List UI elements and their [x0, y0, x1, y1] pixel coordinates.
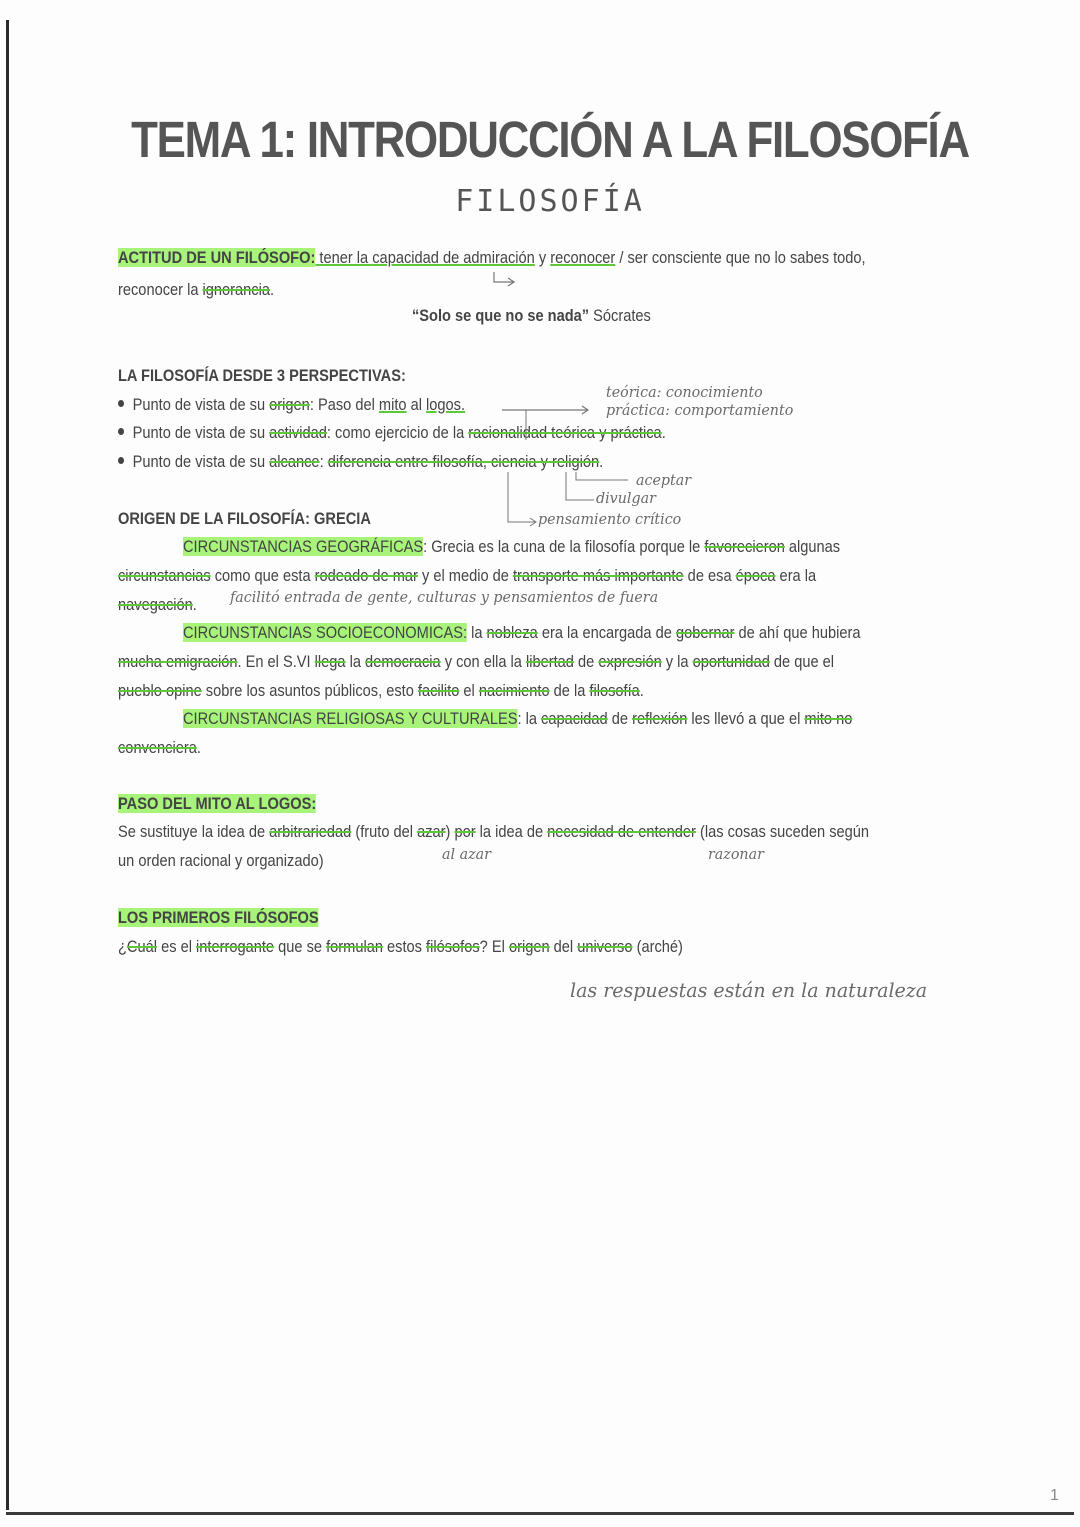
origen-text: el: [459, 681, 479, 700]
paso-text: necesidad de entender: [547, 822, 696, 841]
actitud-text: ignorancia: [202, 280, 270, 299]
perspectiva-text: alcance: [269, 452, 320, 471]
soc-line-2: [118, 652, 834, 672]
origen-text: circunstancias: [118, 566, 211, 585]
primeros-text: (arché): [632, 937, 683, 956]
origen-text: les llevó a que el: [687, 709, 805, 728]
page-subtitle: FILOSOFÍA: [455, 184, 645, 219]
handwritten-note: pensamiento crítico: [538, 510, 682, 528]
origen-text: .: [639, 681, 644, 700]
bullet-icon: [118, 428, 124, 435]
paso-text: (las cosas suceden según: [695, 822, 870, 841]
origen-text: .: [196, 738, 201, 757]
perspectiva-text: Punto de vista de su: [132, 452, 270, 471]
paso-text: por: [454, 822, 476, 841]
origen-text: de ahí que hubiera: [734, 623, 861, 642]
primeros-text: filósofos: [426, 937, 480, 956]
paso-text: ): [445, 822, 455, 841]
geo-line-1: [183, 537, 840, 557]
bullet-icon: [118, 457, 124, 464]
actitud-line-2: [118, 280, 274, 300]
perspectiva-text: diferencia entre filosofía, ciencia y religión: [327, 452, 600, 471]
origen-text: . En el S.VI: [237, 652, 315, 671]
primeros-text: del: [549, 937, 578, 956]
origen-text: capacidad: [541, 709, 608, 728]
handwritten-note: aceptar: [636, 471, 692, 489]
perspectiva-text: Punto de vista de su: [132, 395, 270, 414]
origen-text: de: [607, 709, 633, 728]
primeros-heading: [118, 908, 319, 928]
primeros-text: que se: [274, 937, 327, 956]
scan-edge-left: [6, 20, 9, 1510]
perspectiva-text: .: [599, 452, 604, 471]
origen-text: gobernar: [675, 623, 735, 642]
origen-text: : Grecia es la cuna de la filosofía porque le: [423, 537, 705, 556]
actitud-text: tener la: [315, 248, 373, 267]
origen-text: nobleza: [486, 623, 538, 642]
handwritten-note: teórica: conocimiento: [606, 383, 763, 401]
origen-text: mito no: [804, 709, 853, 728]
handwritten-note: las respuestas están en la naturaleza: [570, 978, 928, 1002]
primeros-text: interrogante: [196, 937, 275, 956]
origen-text: reflexión: [632, 709, 688, 728]
perspectiva-text: actividad: [269, 423, 327, 442]
handwritten-note: razonar: [708, 845, 764, 863]
perspectiva-item-1: [118, 395, 465, 415]
paso-line-2: un orden racional y organizado): [118, 851, 324, 870]
primeros-line-1: [118, 937, 683, 957]
origen-text: facilito: [417, 681, 460, 700]
perspectiva-text: logos.: [426, 395, 466, 414]
perspectiva-text: mito: [378, 395, 407, 414]
origen-text: navegación: [118, 595, 193, 614]
origen-text: era la encargada de: [537, 623, 676, 642]
quote-line: [412, 306, 651, 326]
primeros-text: Cuál: [126, 937, 158, 956]
rel-line-2: [118, 738, 201, 758]
origen-text: llega: [314, 652, 346, 671]
actitud-text: .: [269, 280, 275, 299]
actitud-text: / ser consciente que no lo sabes todo,: [615, 248, 866, 267]
geo-line-3: [118, 595, 197, 615]
actitud-text: reconocer: [550, 248, 616, 267]
paso-line-1: [118, 822, 869, 842]
origen-heading: ORIGEN DE LA FILOSOFÍA: GRECIA: [118, 509, 371, 528]
origen-text: favorecieron: [704, 537, 785, 556]
origen-text: época: [735, 566, 776, 585]
origen-text: de esa: [683, 566, 736, 585]
arrow-annotation: [490, 270, 520, 290]
arrow-annotation: [500, 398, 600, 448]
quote-author: Sócrates: [589, 306, 651, 325]
actitud-text: y: [534, 248, 551, 267]
rel-label: CIRCUNSTANCIAS RELIGIOSAS Y CULTURALES: [183, 709, 518, 728]
actitud-text: capacidad de admiración: [372, 248, 535, 267]
primeros-text: ¿: [118, 937, 127, 956]
origen-text: sobre los asuntos públicos, esto: [201, 681, 418, 700]
origen-text: de: [573, 652, 599, 671]
primeros-heading-text: LOS PRIMEROS FILÓSOFOS: [118, 908, 319, 927]
perspectiva-text: : Paso del: [309, 395, 379, 414]
origen-text: y el medio de: [417, 566, 513, 585]
perspectiva-text: racionalidad teórica y práctica: [468, 423, 662, 442]
page-number: 1: [1050, 1487, 1059, 1504]
paso-heading-text: PASO DEL MITO AL LOGOS:: [118, 794, 317, 813]
origen-text: era la: [775, 566, 817, 585]
origen-text: oportunidad: [692, 652, 770, 671]
perspectiva-item-3: [118, 452, 603, 472]
perspectivas-heading: LA FILOSOFÍA DESDE 3 PERSPECTIVAS:: [118, 366, 406, 385]
actitud-heading: ACTITUD DE UN FILÓSOFO:: [118, 248, 316, 267]
origen-text: de que el: [769, 652, 835, 671]
bullet-icon: [118, 400, 124, 407]
actitud-line-1: [118, 248, 866, 268]
primeros-text: ? El: [479, 937, 509, 956]
origen-text: transporte más importante: [512, 566, 684, 585]
origen-text: : la: [517, 709, 542, 728]
page-title: TEMA 1: INTRODUCCIÓN A LA FILOSOFÍA: [131, 111, 969, 168]
paso-heading: [118, 794, 316, 814]
paso-text: Se sustituye la idea de: [118, 822, 270, 841]
origen-text: algunas: [784, 537, 841, 556]
handwritten-note: al azar: [442, 845, 491, 863]
origen-text: y con ella la: [440, 652, 526, 671]
origen-text: expresión: [598, 652, 662, 671]
primeros-text: origen: [508, 937, 550, 956]
origen-text: nacimiento: [478, 681, 550, 700]
origen-text: democracia: [365, 652, 441, 671]
perspectiva-text: : como ejercicio de la: [326, 423, 469, 442]
rel-line-1: [183, 709, 852, 729]
origen-text: la: [467, 623, 487, 642]
primeros-text: universo: [577, 937, 633, 956]
primeros-text: formulan: [326, 937, 383, 956]
handwritten-note: divulgar: [596, 489, 656, 507]
origen-text: y la: [661, 652, 693, 671]
handwritten-note: práctica: comportamiento: [606, 401, 794, 419]
soc-label: CIRCUNSTANCIAS SOCIOECONOMICAS:: [183, 623, 468, 642]
origen-text: libertad: [525, 652, 574, 671]
quote-text: “Solo se que no se nada”: [412, 306, 590, 325]
paso-text: (fruto del: [351, 822, 418, 841]
actitud-text: reconocer la: [118, 280, 203, 299]
origen-text: pueblo opine: [118, 681, 202, 700]
handwritten-note: facilitó entrada de gente, culturas y pensamientos de fuera: [230, 588, 659, 606]
origen-text: rodeado de mar: [314, 566, 418, 585]
soc-line-1: [183, 623, 860, 643]
origen-text: convenciera: [118, 738, 197, 757]
paso-text: arbitrariedad: [269, 822, 352, 841]
origen-text: filosofía: [589, 681, 640, 700]
geo-line-2: [118, 566, 816, 586]
perspectiva-text: origen: [269, 395, 310, 414]
origen-text: .: [192, 595, 197, 614]
perspectiva-text: Punto de vista de su: [132, 423, 270, 442]
soc-line-3: [118, 681, 644, 701]
perspectiva-text: .: [661, 423, 666, 442]
origen-text: como que esta: [210, 566, 315, 585]
paso-text: azar: [417, 822, 446, 841]
primeros-text: es el: [157, 937, 197, 956]
perspectiva-text: :: [319, 452, 328, 471]
origen-text: mucha emigración: [118, 652, 238, 671]
paso-text: la idea de: [475, 822, 548, 841]
scan-edge-bottom: [6, 1512, 1074, 1515]
geo-label: CIRCUNSTANCIAS GEOGRÁFICAS: [183, 537, 424, 556]
perspectiva-text: al: [406, 395, 427, 414]
origen-text: la: [345, 652, 366, 671]
primeros-text: estos: [382, 937, 427, 956]
origen-text: de la: [549, 681, 590, 700]
